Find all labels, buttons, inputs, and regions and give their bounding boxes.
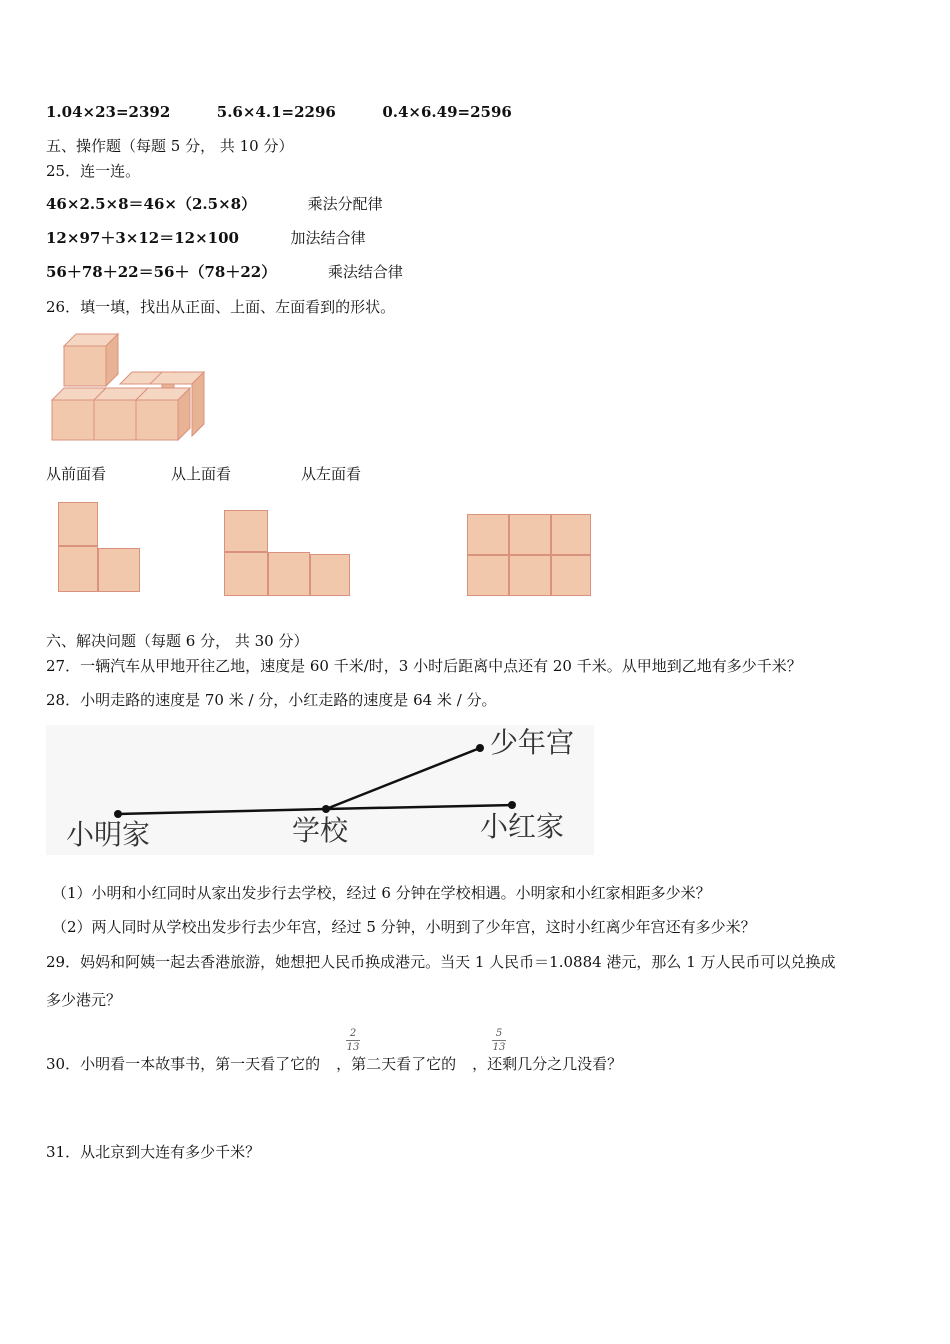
q30-part3: ，还剩几分之几没看？	[472, 1055, 623, 1073]
q25-law: 乘法分配律	[307, 195, 383, 213]
q27: 27．一辆汽车从甲地开往乙地，速度是 60 千米/时，3 小时后距离中点还有 20 千米。从甲地到乙地有多少千米？	[46, 657, 802, 675]
calc-line	[46, 102, 512, 122]
q25-expr: 56＋78＋22＝56＋（78＋22）	[46, 263, 277, 281]
cube-stack-figure	[50, 332, 205, 444]
q26-view-label: 从前面看	[46, 465, 107, 483]
hong-home-point	[508, 801, 516, 809]
calc-item: 1.04×23=2392	[46, 103, 171, 121]
q25-row	[46, 228, 366, 248]
calc-item: 0.4×6.49=2596	[382, 103, 512, 121]
q30	[46, 1054, 622, 1074]
fraction-denominator: 13	[346, 1042, 360, 1053]
q29-line1: 29．妈妈和阿姨一起去香港旅游，她想把人民币换成港元。当天 1 人民币＝1.0884 港元，那么 1 万人民币可以兑换成	[46, 953, 836, 971]
q29-line2: 多少港元？	[46, 991, 122, 1009]
q25-row	[46, 194, 383, 214]
q30-fraction-1	[346, 1028, 360, 1053]
q25-title: 25．连一连。	[46, 162, 141, 180]
q25-row	[46, 262, 403, 282]
route-map	[46, 725, 594, 855]
map-label-school: 学校	[292, 814, 349, 847]
map-label-palace: 少年宫	[490, 726, 575, 759]
q25-law: 乘法结合律	[327, 263, 403, 281]
school-point	[322, 805, 330, 813]
fraction-numerator: 5	[495, 1028, 503, 1039]
q25-law: 加法结合律	[290, 229, 366, 247]
ming-home-point	[114, 810, 122, 818]
q30-fraction-2	[492, 1028, 506, 1053]
fraction-numerator: 2	[349, 1028, 357, 1039]
q30-part2: ，第二天看了它的	[336, 1055, 457, 1073]
q28-sub2: （2）两人同时从学校出发步行去少年宫，经过 5 分钟，小明到了少年宫，这时小红离少年宫还有多少米？	[52, 918, 756, 936]
q28-sub1: （1）小明和小红同时从家出发步行去学校，经过 6 分钟在学校相遇。小明家和小红家相距多少米？	[52, 884, 711, 902]
q26-view-label: 从左面看	[301, 465, 362, 483]
view-shape-front	[56, 500, 142, 594]
q26-view-label: 从上面看	[171, 465, 232, 483]
fraction-denominator: 13	[492, 1042, 506, 1053]
q30-part1: 30．小明看一本故事书，第一天看了它的	[46, 1055, 321, 1073]
q28-title: 28．小明走路的速度是 70 米 / 分，小红走路的速度是 64 米 / 分。	[46, 691, 497, 709]
q25-expr: 46×2.5×8＝46×（2.5×8）	[46, 195, 257, 213]
view-shape-left	[465, 512, 595, 598]
section-6-title: 六、解决问题（每题 6 分， 共 30 分）	[46, 632, 309, 650]
view-shape-top	[222, 508, 352, 598]
map-label-hong-home: 小红家	[480, 810, 565, 843]
section-5-title: 五、操作题（每题 5 分， 共 10 分）	[46, 137, 294, 155]
q25-expr: 12×97＋3×12＝12×100	[46, 229, 239, 247]
calc-item: 5.6×4.1=2296	[216, 103, 336, 121]
q26-title: 26．填一填，找出从正面、上面、左面看到的形状。	[46, 298, 396, 316]
map-label-ming-home: 小明家	[66, 818, 151, 851]
palace-point	[476, 744, 484, 752]
q31: 31．从北京到大连有多少千米？	[46, 1143, 261, 1161]
